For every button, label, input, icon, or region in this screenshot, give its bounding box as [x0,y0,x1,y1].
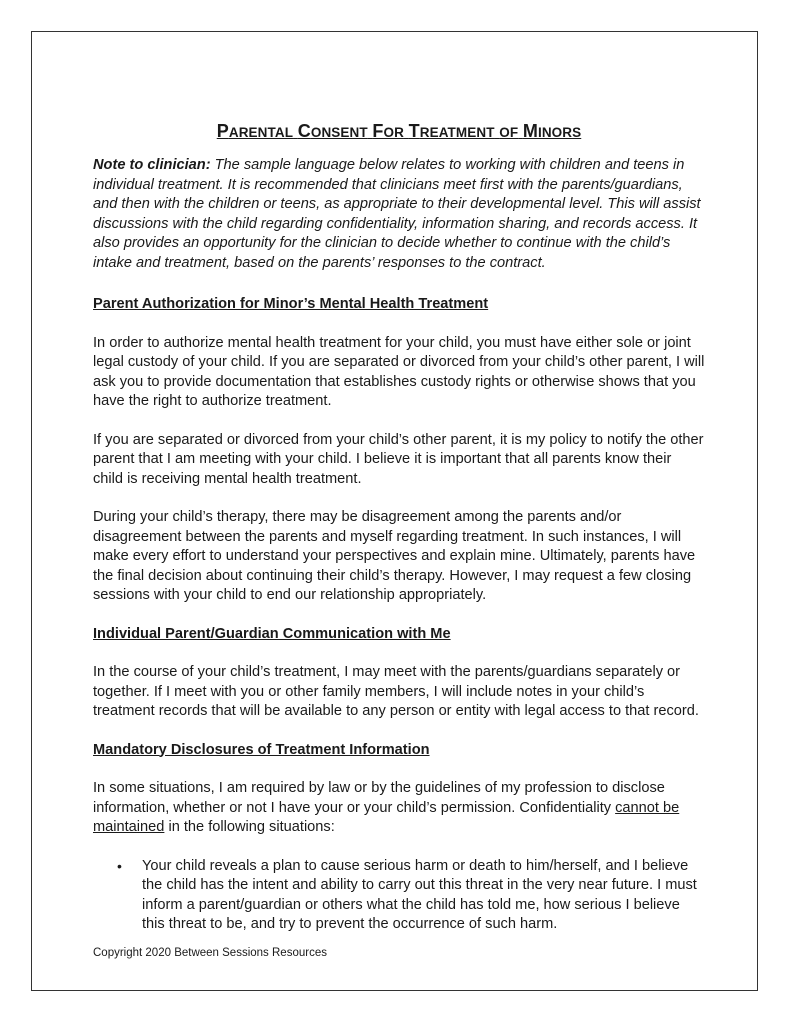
copyright-footer: Copyright 2020 Between Sessions Resources [93,947,327,959]
clinician-note [93,156,705,273]
section-heading-guardian-communication: Individual Parent/Guardian Communication with Me [93,625,451,642]
disclosure-bullet-list [93,857,705,935]
section-heading-parent-authorization: Parent Authorization for Minor’s Mental Health Treatment [93,296,489,312]
clinician-note-text: The sample language below relates to working with children and teens in individual treatment. It is recommended that clinicians meet first with the parents/guardians, and then with the children or teens, as appropriate to their developmental level. This will assist discussions with the child regarding confidentiality, information sharing, and records access. It also provides an opportunity for the clinician to decide whether to continue with the child’s intake and treatment, based on the parents’ responses to the contract. [93,157,701,271]
bullet-text-self-harm: Your child reveals a plan to cause serious harm or death to him/herself, and I believe the child has the intent and ability to carry out this threat in the very near future. I must inform a parent/guardian or others what the child has told me, how serious I believe this threat to be, and try to prevent the occurrence of such harm. [142,857,697,932]
clinician-note-label: Note to clinician: [93,157,211,173]
section-heading-mandatory-disclosures: Mandatory Disclosures of Treatment Information [93,741,430,758]
list-item [93,857,705,935]
paragraph-meeting-notes: In the course of your child’s treatment, I may meet with the parents/guardians separately or together. If I meet with you or other family members, I will include notes in your child’s treatment records that will be available to any person or entity with legal access to that record. [93,664,699,719]
document-body [93,120,705,935]
document-title: PARENTAL CONSENT FOR TREATMENT OF MINORS [216,121,582,141]
paragraph-notify-other-parent: If you are separated or divorced from your child’s other parent, it is my policy to notify the other parent that I am meeting with your child. I believe it is important that all parents know their child is receiving mental health treatment. [93,431,704,487]
bullet-icon: • [117,857,122,874]
paragraph-legal-custody: In order to authorize mental health treatment for your child, you must have either sole or joint legal custody of your child. If you are separated or divorced from your child’s other parent, I will ask you to provide documentation that establishes custody rights or otherwise shows that you have the right to authorize treatment. [93,334,705,409]
paragraph-disagreement: During your child’s therapy, there may be disagreement among the parents and/or disagreement between the parents and myself regarding treatment. In such instances, I will make every effort to understand your perspectives and explain mine. Ultimately, parents have the final decision about continuing their child’s therapy. However, I may request a few closing sessions with your child to end our relationship appropriately. [93,509,696,603]
cannot-be-maintained-underline: cannot be maintained [93,799,680,835]
paragraph-disclosure-intro: In some situations, I am required by law or by the guidelines of my profession to disclose information, whether or not I have your or your child’s permission. Confidentiality cannot be maintained in the following situations: [93,780,680,835]
